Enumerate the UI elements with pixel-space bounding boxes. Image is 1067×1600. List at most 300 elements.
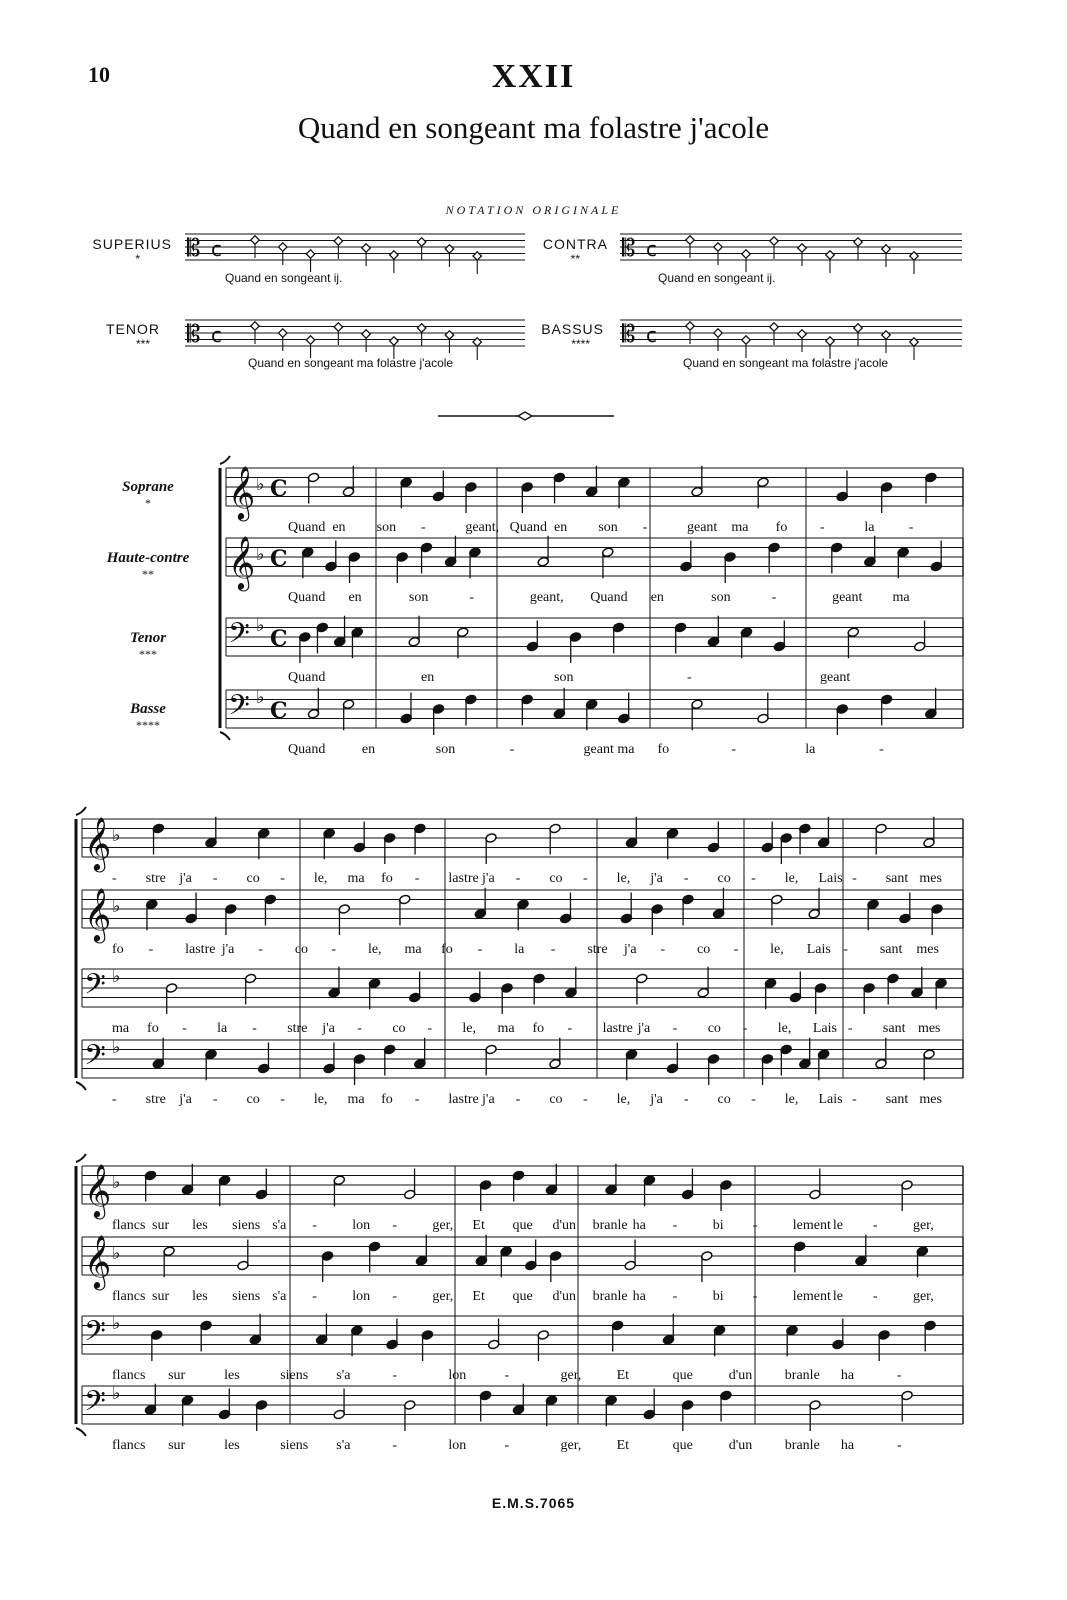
note-icon [697,967,709,998]
lyric-syllable: Quand [509,520,547,535]
lyric-syllable: j'a [650,1092,663,1107]
note-icon [383,1044,395,1075]
note-icon [218,1389,230,1420]
note-icon [420,542,432,573]
lyric-syllable: co [246,1092,260,1107]
c-clef-icon: 𝄡 [622,320,636,348]
treble-clef-icon: 𝄞 [84,1234,112,1288]
note-icon [264,894,276,925]
note-icon [526,621,538,652]
mensural-note-icon [798,244,806,252]
note-icon [585,466,597,497]
lyric-syllable: - [550,942,556,957]
note-icon [585,699,597,730]
lyric-syllable: bi [712,1218,724,1233]
mensuration-sign-icon: c [646,237,657,261]
note-icon [321,1251,333,1282]
staff-1-3 [226,618,963,656]
lyric-syllable: - [872,1289,878,1304]
superius-label: SUPERIUS [92,236,172,252]
note-icon [724,552,736,583]
mensural-note-icon [417,324,425,332]
lyric-syllable: le, [777,1021,792,1036]
note-icon [707,616,719,647]
lyric-syllable: sur [152,1218,170,1233]
note-icon [353,822,365,853]
lyric-syllable: geant [820,670,851,685]
lyric-syllable: Lais [812,1021,837,1036]
lyric-syllable: - [742,1021,748,1036]
flat-icon: ♭ [112,966,121,987]
note-icon [707,822,719,853]
lyric-syllable: sant [879,942,903,957]
lyric-syllable: que [672,1438,693,1453]
flat-icon: ♭ [112,1037,121,1058]
note-icon [643,1389,655,1420]
lyric-syllable: Quand [288,590,326,605]
note-icon [348,552,360,583]
basse-stars: **** [136,718,160,732]
lyric-syllable: son [435,742,456,757]
mensural-note-icon [854,238,862,246]
note-icon [808,888,820,919]
tenor-instrument-stars: *** [139,647,157,661]
note-icon [925,688,937,719]
staff-2-3 [82,969,963,1007]
bassus-stars: **** [571,337,590,351]
note-icon [836,471,848,502]
piece-numeral: XXII [491,58,576,95]
note-icon [636,973,648,1004]
note-icon [144,1384,156,1415]
lyric-syllable: co [549,1092,563,1107]
note-icon [612,622,624,653]
note-icon [432,704,444,735]
mensural-note-icon [362,244,370,252]
lyric-syllable: j'a [650,871,663,886]
lyric-syllable: siens [280,1368,309,1383]
note-icon [400,477,412,508]
lyric-syllable: Et [616,1368,630,1383]
note-icon [662,1314,674,1345]
common-time-icon: C [270,546,288,572]
bass-clef-icon: 𝄢 [84,1385,106,1425]
note-icon [545,1164,557,1195]
note-icon [165,983,177,1014]
note-icon [163,1246,175,1277]
note-icon [334,616,346,647]
lyric-syllable: ma [112,1021,130,1036]
lyric-syllable: fo [441,942,453,957]
mensural-note-icon [770,323,778,331]
note-icon [353,1054,365,1085]
lyric-syllable: lastre [448,871,479,886]
lyric-syllable: branle [784,1368,820,1383]
lyric-syllable: le, [462,1021,477,1036]
note-icon [830,542,842,573]
treble-clef-icon: 𝄞 [84,816,112,870]
lyric-syllable: s'a [272,1289,287,1304]
mensural-note-icon [686,322,694,330]
lyric-syllable: - [582,1092,588,1107]
note-icon [565,967,577,998]
lyric-syllable: geant, [529,590,564,605]
note-icon [740,627,752,658]
haute-contre-label: Haute-contre [106,550,190,566]
lyric-syllable: lastre [602,1021,633,1036]
flat-icon: ♭ [112,1243,121,1264]
lyric-syllable: - [879,742,884,757]
lyric-syllable: les [192,1289,208,1304]
lyric-syllable: stre [587,942,608,957]
lyric-syllable: - [908,520,914,535]
note-icon [789,972,801,1003]
lyric-syllable: ma [731,520,749,535]
note-icon [525,1240,537,1271]
mensural-note-icon [770,237,778,245]
note-icon [521,694,533,725]
lyric-syllable: - [660,942,666,957]
note-icon [855,1235,867,1266]
lyric-syllable: co [697,942,711,957]
note-icon [249,1314,261,1345]
note-icon [415,1235,427,1266]
note-icon [307,688,319,719]
lyric-syllable: en [361,742,376,757]
note-icon [257,1043,269,1074]
note-icon [404,1169,416,1200]
mensural-note-icon [279,329,287,337]
lyric-syllable: - [212,871,218,886]
lyric-syllable: son [554,670,574,685]
tenor-instrument-label: Tenor [129,630,167,646]
note-icon [923,817,935,848]
note-icon [925,472,937,503]
lyric-syllable: - [820,520,825,535]
note-icon [244,973,256,1004]
contra-stars: ** [570,252,580,266]
note-icon [553,472,565,503]
flat-icon: ♭ [112,825,121,846]
note-icon [651,904,663,935]
note-icon [152,823,164,854]
bass-clef-icon: 𝄢 [84,1039,106,1079]
superius-text: Quand en songeant ij. [225,271,343,285]
lyric-syllable: fo [112,942,124,957]
common-time-icon: C [270,476,288,502]
lyric-syllable: fo [657,742,670,757]
lyric-syllable: - [509,742,515,757]
note-icon [757,477,769,508]
note-icon [720,1390,732,1421]
lyric-syllable: - [672,1289,678,1304]
staff-2-4 [82,1040,963,1078]
lyric-syllable: sant [882,1021,906,1036]
note-icon [255,1169,267,1200]
note-icon [832,1319,844,1350]
note-icon [559,893,571,924]
lyric-syllable: flancs [112,1289,146,1304]
note-icon [682,894,694,925]
lyric-syllable: ha [840,1438,855,1453]
mensuration-sign-icon: c [211,237,222,261]
lyric-syllable: Et [472,1218,485,1233]
lyric-syllable: ma [404,942,422,957]
note-icon [338,904,350,935]
note-icon [325,541,337,572]
lyric-syllable: stre [145,871,166,886]
lyric-syllable: - [582,871,588,886]
lyric-syllable: stre [287,1021,308,1036]
lyric-syllable: que [672,1368,693,1383]
mensural-note-icon [742,250,750,258]
lyric-syllable: les [224,1438,240,1453]
lyric-syllable: lastre [185,942,216,957]
note-icon [474,888,486,919]
note-icon [880,694,892,725]
note-icon [880,482,892,513]
lyric-syllable: - [392,1368,397,1383]
note-icon [146,899,158,930]
mensural-note-icon [826,337,834,345]
flat-icon: ♭ [112,1172,121,1193]
note-icon [549,1038,561,1069]
lyric-syllable: siens [280,1438,309,1453]
lyric-syllable: - [683,871,689,886]
lyric-syllable: son [408,590,429,605]
lyric-syllable: le [832,1218,843,1233]
note-icon [469,972,481,1003]
lyric-syllable: son [711,590,731,605]
bass-clef-icon: 𝄢 [228,689,250,729]
note-icon [255,1400,267,1431]
lyric-syllable: j'a [482,1092,495,1107]
note-icon [809,1169,821,1200]
note-icon [553,688,565,719]
note-icon [761,1054,773,1085]
note-icon [799,823,811,854]
lyric-syllable: flancs [112,1438,146,1453]
lyric-syllable: la [514,942,525,957]
piece-title: Quand en songeant ma folastre j'acole [297,110,770,145]
mensural-note-icon [798,330,806,338]
bass-clef-icon: 𝄢 [84,968,106,1008]
note-icon [911,967,923,998]
note-icon [333,1175,345,1206]
lyric-syllable: siens [232,1218,261,1233]
lyric-syllable: le, [313,871,328,886]
note-icon [512,1170,524,1201]
lyric-syllable: bi [712,1289,724,1304]
note-icon [867,899,879,930]
note-icon [501,983,513,1014]
note-icon [396,552,408,583]
note-icon [809,1400,821,1431]
lyric-syllable: ma [497,1021,515,1036]
lyric-syllable: co [246,871,260,886]
lyric-syllable: lon [448,1438,467,1453]
lyric-syllable: j'a [179,1092,192,1107]
note-icon [205,1049,217,1080]
note-icon [625,817,637,848]
lyric-syllable: en [332,520,346,535]
lyric-syllable: - [567,1021,573,1036]
tenor-text: Quand en songeant ma folastre j'acole [248,356,454,370]
haute-contre-stars: ** [142,567,154,581]
note-icon [323,1043,335,1074]
note-icon [307,472,319,503]
lyric-syllable: ma [347,871,365,886]
note-icon [681,1169,693,1200]
staff-1-2 [226,538,963,576]
mensuration-sign-icon: c [211,323,222,347]
lyric-syllable: co [392,1021,406,1036]
note-icon [887,973,899,1004]
treble-clef-icon: 𝄞 [84,887,112,941]
note-icon [475,1235,487,1266]
notation-heading: NOTATION ORIGINALE [445,203,622,217]
staff-2-1 [82,819,963,857]
note-icon [537,1330,549,1361]
mensural-note-icon [306,336,314,344]
mensural-note-icon [882,245,890,253]
note-icon [713,1325,725,1356]
note-icon [901,1390,913,1421]
basse-label: Basse [130,701,166,717]
lyric-syllable: j'a [179,871,192,886]
note-icon [847,627,859,658]
note-icon [875,823,887,854]
lyric-syllable: ha [840,1368,855,1383]
lyric-syllable: fo [147,1021,159,1036]
note-icon [237,1240,249,1271]
lyric-syllable: geant [832,590,863,605]
soprane-stars: * [145,496,151,510]
note-icon [666,828,678,859]
lyric-syllable: en [554,520,568,535]
note-icon [533,973,545,1004]
mensural-note-icon [714,329,722,337]
note-icon [316,622,328,653]
mensural-note-icon [334,323,342,331]
lyric-syllable: j'a [637,1021,651,1036]
lyric-syllable: co [717,871,731,886]
note-icon [469,547,481,578]
lyric-syllable: mes [916,942,939,957]
note-icon [674,622,686,653]
lyric-syllable: ger, [912,1218,934,1233]
mensural-note-icon [714,243,722,251]
lyric-syllable: - [752,1218,758,1233]
mensural-note-icon [686,236,694,244]
lyric-syllable: - [751,871,756,886]
lyric-syllable: geant [687,520,718,535]
note-icon [691,699,703,730]
lyric-syllable: mes [919,871,942,886]
lyric-syllable: fo [381,871,393,886]
note-icon [875,1038,887,1069]
note-icon [780,833,792,864]
lyric-syllable: - [331,942,337,957]
lyric-syllable: branle [592,1289,628,1304]
lyric-syllable: Quand [288,520,326,535]
staff-1-1 [226,468,963,506]
note-icon [712,888,724,919]
lyric-syllable: - [504,1438,510,1453]
note-icon [701,1251,713,1282]
lyric-syllable: - [392,1289,397,1304]
note-icon [368,1241,380,1272]
note-icon [404,1400,416,1431]
lyric-syllable: son [376,520,397,535]
c-clef-icon: 𝄡 [187,234,201,262]
lyric-syllable: - [112,871,117,886]
lyric-syllable: fo [775,520,788,535]
note-icon [691,466,703,497]
lyric-syllable: le [832,1289,843,1304]
lyric-syllable: sur [168,1368,186,1383]
lyric-syllable: le, [616,1092,631,1107]
note-icon [465,482,477,513]
lyric-syllable: ma [892,590,910,605]
mensural-note-icon [742,336,750,344]
lyric-syllable: branle [592,1218,628,1233]
note-icon [773,621,785,652]
note-icon [517,899,529,930]
lyric-syllable: - [751,1092,756,1107]
lyric-syllable: j'a [322,1021,335,1036]
lyric-syllable: siens [232,1289,261,1304]
note-icon [707,1054,719,1085]
note-icon [930,541,942,572]
note-icon [817,1049,829,1080]
bracket-hook [76,1154,86,1162]
note-icon [432,471,444,502]
note-icon [720,1180,732,1211]
lyric-syllable: sur [152,1289,170,1304]
lyric-syllable: co [707,1021,721,1036]
note-icon [521,482,533,513]
lyric-syllable: - [392,1438,397,1453]
note-icon [457,627,469,658]
note-icon [836,704,848,735]
note-icon [414,1038,426,1069]
bracket-hook [220,732,230,740]
note-icon [218,1175,230,1206]
common-time-icon: C [270,698,288,724]
note-icon [479,1180,491,1211]
note-icon [351,1325,363,1356]
lyric-syllable: Et [472,1289,485,1304]
flat-icon: ♭ [256,687,265,708]
lyric-syllable: en [348,590,362,605]
lyric-syllable: - [687,670,692,685]
c-clef-icon: 𝄡 [622,234,636,262]
lyric-syllable: co [717,1092,731,1107]
note-icon [537,536,549,567]
bassus-label: BASSUS [541,321,604,337]
note-icon [200,1320,212,1351]
mensural-note-icon [854,324,862,332]
contra-text: Quand en songeant ij. [658,271,776,285]
lyric-syllable: s'a [272,1218,287,1233]
lyric-syllable: d'un [728,1438,753,1453]
note-icon [333,1389,345,1420]
bass-clef-icon: 𝄢 [84,1315,106,1355]
treble-clef-icon: 𝄞 [228,535,256,589]
lyric-syllable: - [312,1289,317,1304]
lyric-syllable: que [512,1289,533,1304]
